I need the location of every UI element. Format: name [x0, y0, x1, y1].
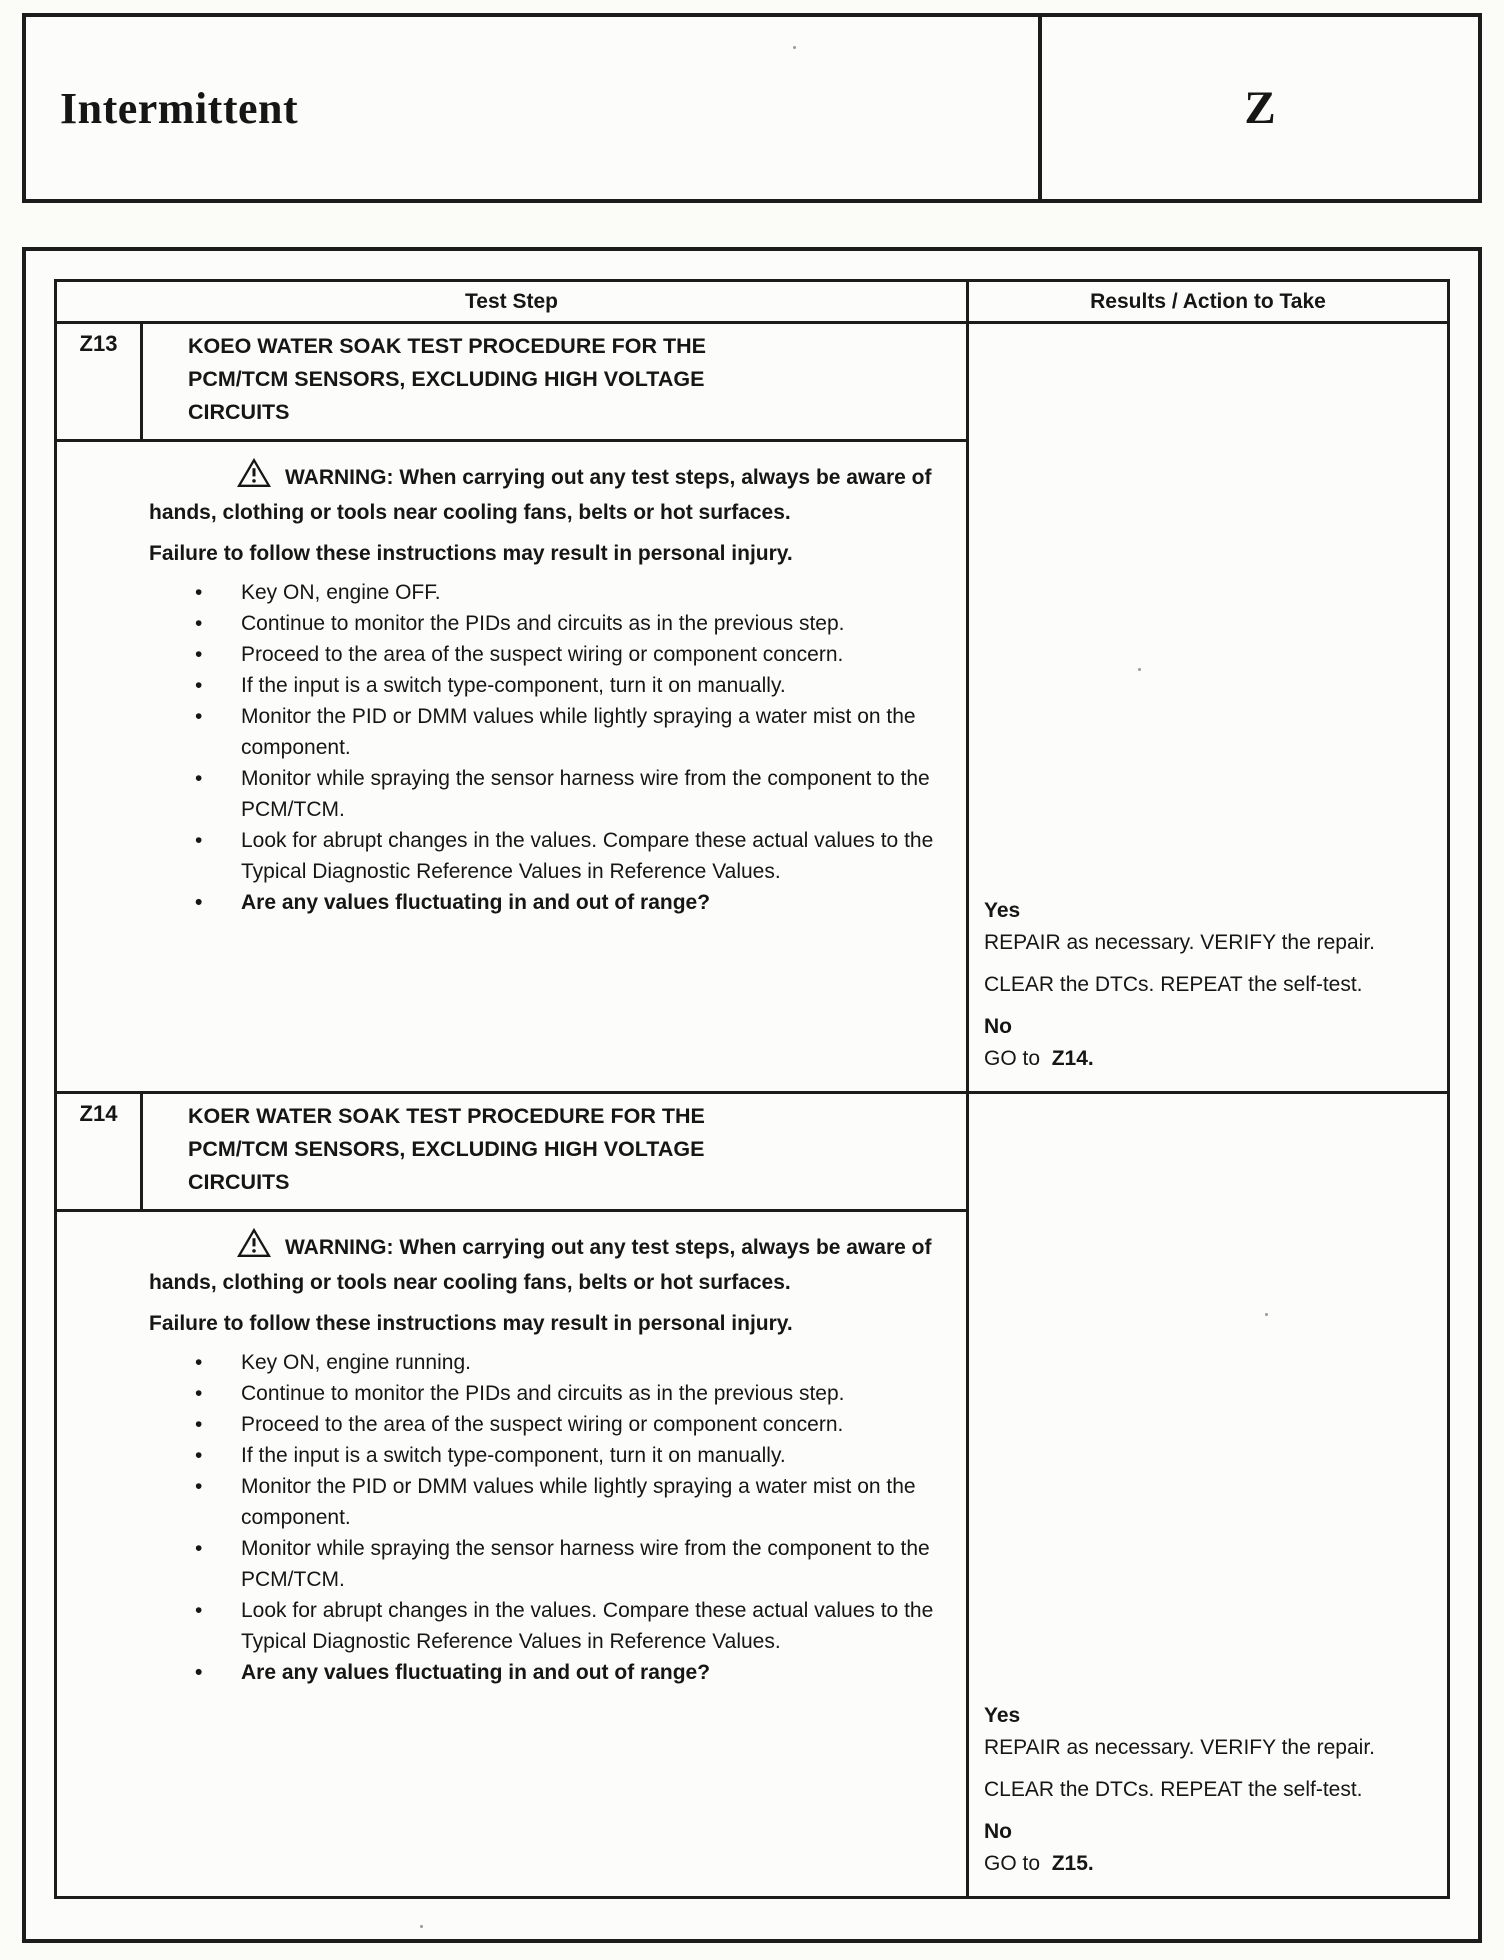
step-title: KOER WATER SOAK TEST PROCEDURE FOR THE PCM/TCM SENSORS, EXCLUDING HIGH VOLTAGE CIRCUITS — [188, 1104, 705, 1194]
warning-icon — [193, 458, 271, 497]
results-no-action: GO to Z14. — [984, 1047, 1094, 1070]
instruction-item: • Monitor while spraying the sensor harness wire from the component to the PCM/TCM. — [149, 763, 938, 825]
results-no-label: No — [984, 1015, 1012, 1038]
instruction-item: • Key ON, engine OFF. — [149, 577, 938, 608]
results-yes-action: REPAIR as necessary. VERIFY the repair. — [984, 1736, 1375, 1759]
section-letter: Z — [1244, 82, 1276, 134]
goto-target: Z15. — [1051, 1852, 1094, 1875]
results-cell-z14 — [969, 1094, 1447, 1896]
test-step-cell-z14 — [57, 1094, 969, 1896]
goto-target: Z14. — [1051, 1047, 1094, 1070]
scan-speck — [1138, 668, 1141, 671]
pinpoint-test-box — [22, 247, 1482, 1943]
step-title-row — [57, 1094, 966, 1212]
step-id: Z13 — [57, 324, 143, 439]
results-no-label: No — [984, 1820, 1012, 1843]
step-row-z14 — [57, 1094, 1447, 1896]
warning-paragraph — [149, 1228, 938, 1298]
instruction-item: • Proceed to the area of the suspect wiring or component concern. — [149, 639, 938, 670]
warning-text: WARNING: When carrying out any test steps, always be aware of hands, clothing or tools near cooling fans, belts or hot surfaces. — [149, 1236, 932, 1294]
instruction-item: • If the input is a switch type-component, turn it on manually. — [149, 670, 938, 701]
scan-speck — [793, 46, 796, 49]
instruction-item: • Proceed to the area of the suspect wiring or component concern. — [149, 1409, 938, 1440]
warning-paragraph — [149, 458, 938, 528]
warning-icon — [193, 1228, 271, 1267]
instruction-item: • Look for abrupt changes in the values. Compare these actual values to the Typical Diagnostic Reference Values in Reference Values. — [149, 825, 938, 887]
results-cell-z13 — [969, 324, 1447, 1091]
caution-text: Failure to follow these instructions may result in personal injury. — [149, 1312, 793, 1335]
test-step-column-header: Test Step — [57, 282, 969, 321]
step-title: KOEO WATER SOAK TEST PROCEDURE FOR THE PCM/TCM SENSORS, EXCLUDING HIGH VOLTAGE CIRCUITS — [188, 334, 707, 424]
step-title-row — [57, 324, 966, 442]
step-row-z13 — [57, 324, 1447, 1094]
test-question: • Are any values fluctuating in and out of range? — [149, 887, 938, 918]
instruction-item: • Continue to monitor the PIDs and circuits as in the previous step. — [149, 1378, 938, 1409]
test-question: • Are any values fluctuating in and out of range? — [149, 1657, 938, 1688]
page-header-box — [22, 13, 1482, 203]
instruction-item: • Continue to monitor the PIDs and circuits as in the previous step. — [149, 608, 938, 639]
instruction-item: • Key ON, engine running. — [149, 1347, 938, 1378]
caution-text: Failure to follow these instructions may result in personal injury. — [149, 542, 793, 565]
step-body — [57, 442, 966, 918]
results-yes-label: Yes — [984, 899, 1021, 922]
table-header-row — [57, 282, 1447, 324]
page-title: Intermittent — [60, 83, 299, 133]
results-yes-label: Yes — [984, 1704, 1021, 1727]
results-actions — [984, 895, 1404, 1075]
results-clear-action: CLEAR the DTCs. REPEAT the self-test. — [984, 973, 1363, 996]
scan-speck — [420, 1925, 423, 1928]
page-header-right — [1038, 17, 1478, 199]
warning-text: WARNING: When carrying out any test steps, always be aware of hands, clothing or tools near cooling fans, belts or hot surfaces. — [149, 466, 932, 524]
results-clear-action: CLEAR the DTCs. REPEAT the self-test. — [984, 1778, 1363, 1801]
results-actions — [984, 1700, 1404, 1880]
instruction-item: • Monitor the PID or DMM values while lightly spraying a water mist on the component. — [149, 1471, 938, 1533]
page-header-left — [26, 17, 1038, 199]
instruction-item: • If the input is a switch type-component, turn it on manually. — [149, 1440, 938, 1471]
step-id: Z14 — [57, 1094, 143, 1209]
instruction-list — [149, 1347, 938, 1688]
results-yes-action: REPAIR as necessary. VERIFY the repair. — [984, 931, 1375, 954]
test-step-cell-z13 — [57, 324, 969, 1091]
instruction-item: • Monitor the PID or DMM values while lightly spraying a water mist on the component. — [149, 701, 938, 763]
results-no-action: GO to Z15. — [984, 1852, 1094, 1875]
instruction-item: • Look for abrupt changes in the values. Compare these actual values to the Typical Diagnostic Reference Values in Reference Values. — [149, 1595, 938, 1657]
instruction-list — [149, 577, 938, 918]
pinpoint-test-table — [54, 279, 1450, 1899]
results-column-header: Results / Action to Take — [1090, 289, 1326, 313]
instruction-item: • Monitor while spraying the sensor harness wire from the component to the PCM/TCM. — [149, 1533, 938, 1595]
step-body — [57, 1212, 966, 1688]
scan-speck — [1265, 1313, 1268, 1316]
